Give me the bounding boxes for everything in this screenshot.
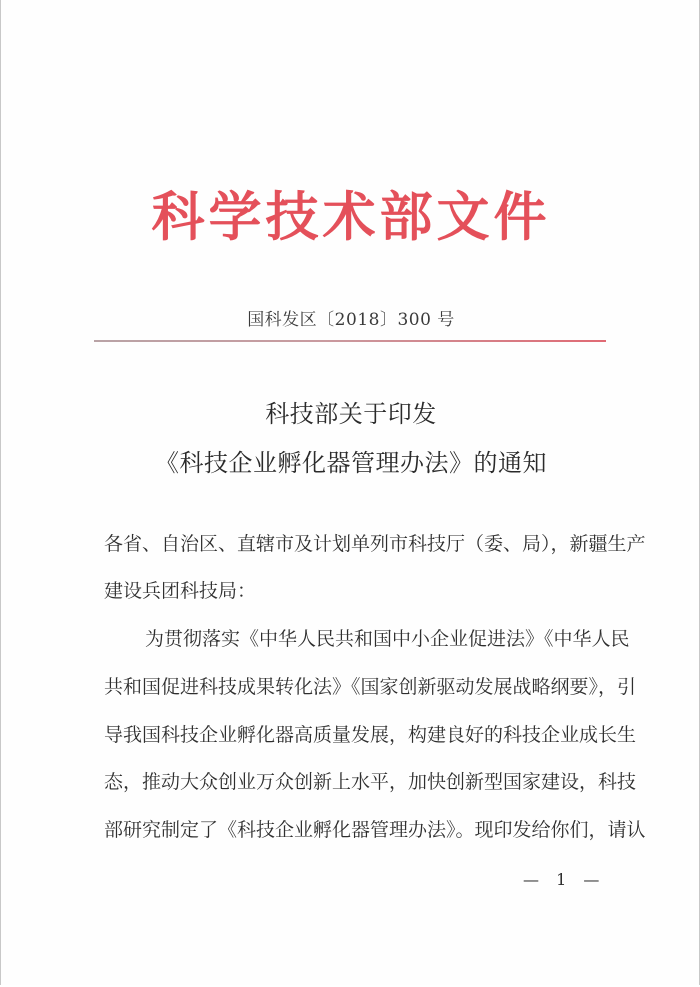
document-number: 国科发区〔2018〕300 号 bbox=[247, 310, 455, 330]
notice-title-line-2: 《科技企业孵化器管理办法》的通知 bbox=[155, 449, 547, 477]
paragraph-line-1: 为贯彻落实《中华人民共和国中小企业促进法》《中华人民 bbox=[145, 628, 630, 650]
notice-title-line-1: 科技部关于印发 bbox=[265, 400, 437, 428]
red-divider-line bbox=[94, 340, 606, 342]
masthead-title: 科学技术部文件 bbox=[151, 187, 551, 248]
paragraph-line-5: 部研究制定了《科技企业孵化器管理办法》。现印发给你们，请认 bbox=[104, 819, 646, 841]
paragraph-line-4: 态，推动大众创业万众创新上水平，加快创新型国家建设，科技 bbox=[104, 771, 637, 793]
paragraph-line-3: 导我国科技企业孵化器高质量发展，构建良好的科技企业成长生 bbox=[104, 724, 637, 746]
addressee-line-2: 建设兵团科技局： bbox=[104, 580, 257, 602]
page-number: — 1 — bbox=[523, 870, 606, 889]
paragraph-line-2: 共和国促进科技成果转化法》《国家创新驱动发展战略纲要》，引 bbox=[104, 676, 637, 698]
addressee-line-1: 各省、自治区、直辖市及计划单列市科技厅（委、局），新疆生产 bbox=[104, 533, 646, 555]
